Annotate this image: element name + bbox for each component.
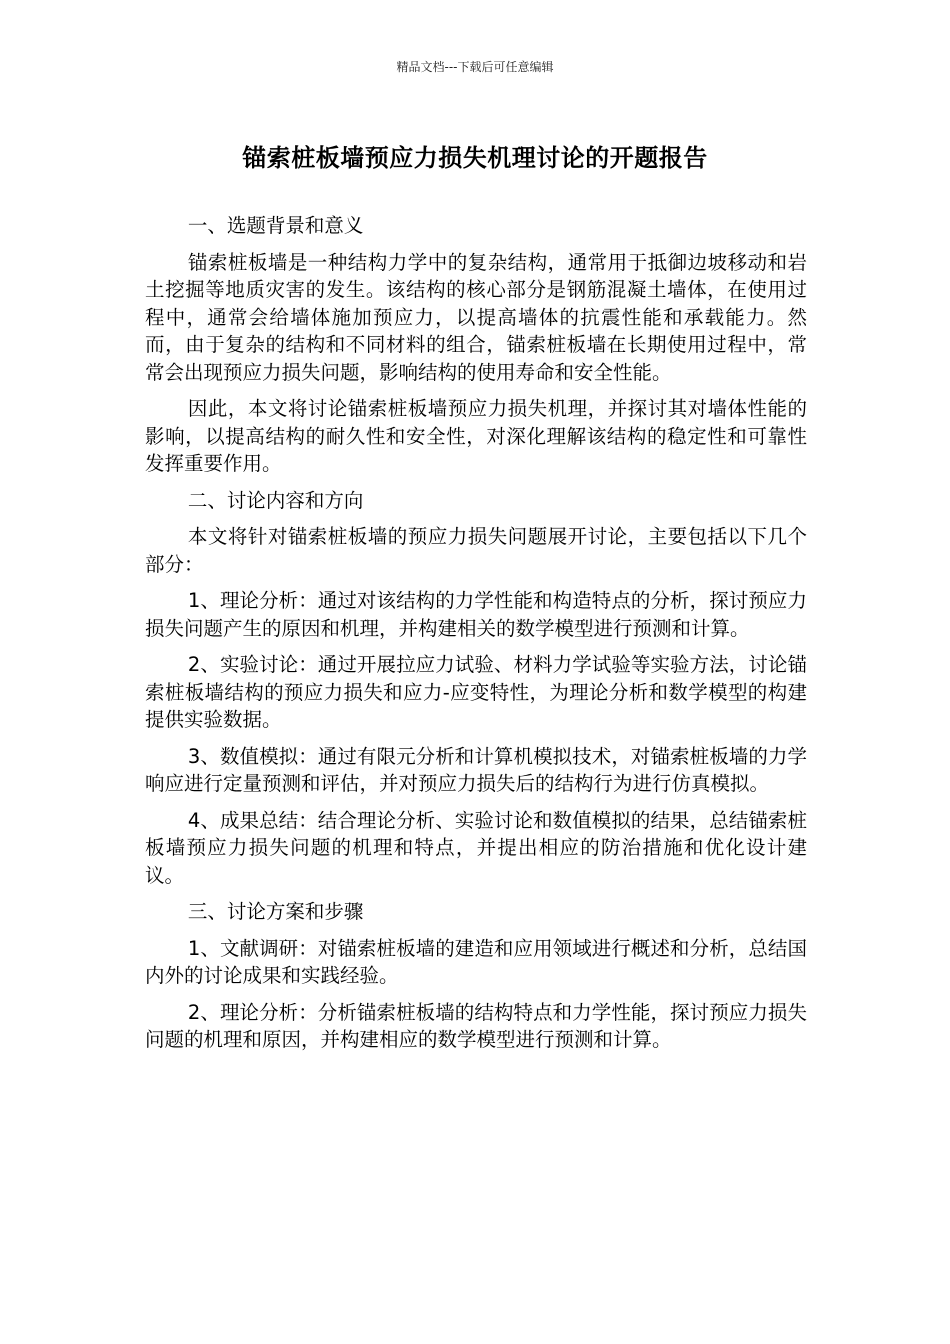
body-paragraph: 因此，本文将讨论锚索桩板墙预应力损失机理，并探讨其对墙体性能的影响，以提高结构的耐久性和安全性，对深化理解该结构的稳定性和可靠性发挥重要作用。 bbox=[145, 397, 807, 475]
section-heading: 三、讨论方案和步骤 bbox=[187, 900, 364, 923]
list-item: 1、文献调研：对锚索桩板墙的建造和应用领域进行概述和分析，总结国内外的讨论成果和实践经验。 bbox=[145, 936, 807, 987]
section-heading: 二、讨论内容和方向 bbox=[187, 488, 364, 512]
section-heading: 一、选题背景和意义 bbox=[187, 214, 364, 237]
header-note: 精品文档---下载后可任意编辑 bbox=[396, 60, 554, 74]
body-paragraph: 锚索桩板墙是一种结构力学中的复杂结构，通常用于抵御边坡移动和岩土挖掘等地质灾害的发生。该结构的核心部分是钢筋混凝土墙体，在使用过程中，通常会给墙体施加预应力，以提高墙体的抗震性能和承载能力。然而，由于复杂的结构和不同材料的组合，锚索桩板墙在长期使用过程中，常常会出现预应力损失问题，影响结构的使用寿命和安全性能。 bbox=[145, 250, 807, 384]
document-body bbox=[145, 212, 807, 1063]
body-paragraph: 本文将针对锚索桩板墙的预应力损失问题展开讨论，主要包括以下几个部分： bbox=[145, 525, 807, 576]
list-item: 4、成果总结：结合理论分析、实验讨论和数值模拟的结果，总结锚索桩板墙预应力损失问题的机理和特点，并提出相应的防治措施和优化设计建议。 bbox=[145, 808, 807, 887]
document-title: 锚索桩板墙预应力损失机理讨论的开题报告 bbox=[242, 144, 708, 172]
list-item: 3、数值模拟：通过有限元分析和计算机模拟技术，对锚索桩板墙的力学响应进行定量预测和评估，并对预应力损失后的结构行为进行仿真模拟。 bbox=[145, 744, 807, 795]
list-item: 1、理论分析：通过对该结构的力学性能和构造特点的分析，探讨预应力损失问题产生的原因和机理，并构建相关的数学模型进行预测和计算。 bbox=[145, 589, 807, 640]
list-item: 2、实验讨论：通过开展拉应力试验、材料力学试验等实验方法，讨论锚索桩板墙结构的预应力损失和应力-应变特性，为理论分析和数学模型的构建提供实验数据。 bbox=[145, 653, 807, 731]
list-item: 2、理论分析：分析锚索桩板墙的结构特点和力学性能，探讨预应力损失问题的机理和原因，并构建相应的数学模型进行预测和计算。 bbox=[145, 1000, 807, 1051]
